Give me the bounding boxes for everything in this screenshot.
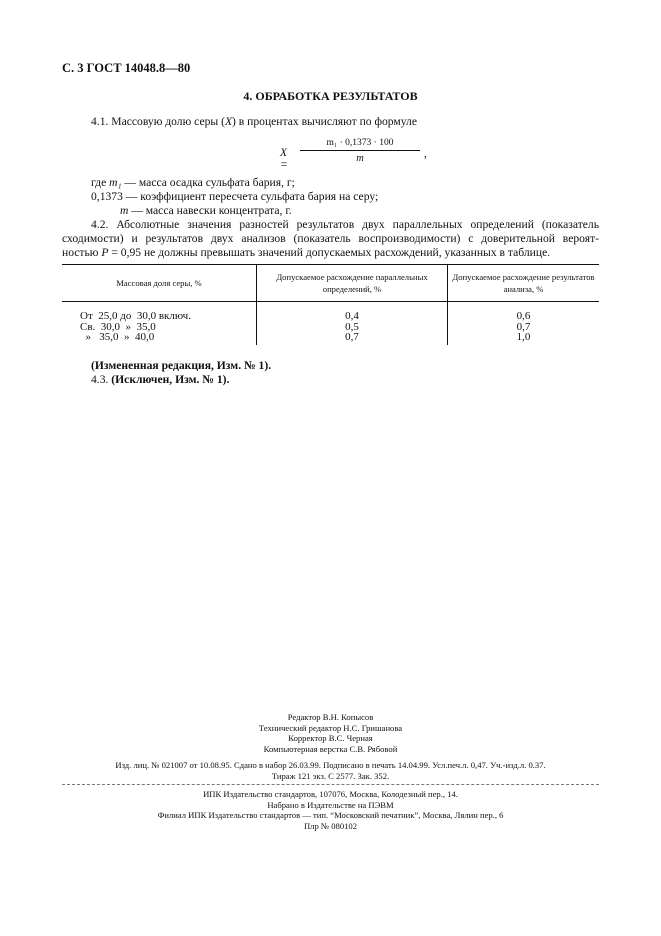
imprint-publisher: ИПК Издательство стандартов, 107076, Москва, Колодезный пер., 14. xyxy=(203,789,458,799)
section-title: 4. ОБРАБОТКА РЕЗУЛЬТАТОВ xyxy=(243,89,418,103)
p42-var-p: P xyxy=(101,246,109,259)
p41-text-after: ) в процентах вычисляют по формуле xyxy=(232,115,417,128)
page-header: С. 3 ГОСТ 14048.8—80 xyxy=(62,61,191,75)
imprint-editor: Редактор В.Н. Копысов xyxy=(287,712,374,722)
p42-line-1: 4.2. Абсолютные значения разностей результатов двух параллельных определений (показатель xyxy=(91,218,599,231)
table-body-row xyxy=(62,302,599,345)
p43-number: 4.3. xyxy=(91,373,109,386)
col-range xyxy=(62,302,257,345)
p42-line-3 xyxy=(62,246,550,261)
imprint-corrector: Корректор В.С. Черная xyxy=(288,733,373,743)
table-header-parallel: Допускаемое расхождение параллельных определений, % xyxy=(257,265,448,302)
imprint-credits xyxy=(0,712,661,754)
table-cell: 0,4 xyxy=(345,310,359,322)
table-header-analysis: Допускаемое расхождение результатов анализа, % xyxy=(448,265,600,302)
imprint-plr: Плр № 080102 xyxy=(303,820,358,831)
table-cell: 0,7 xyxy=(345,331,359,343)
where-desc-3: — масса навески концентрата, г. xyxy=(128,204,292,217)
formula-tail: , xyxy=(424,148,427,160)
formula-lhs: X = xyxy=(280,147,288,171)
paragraph-4-1 xyxy=(91,115,417,130)
table-cell: 0,5 xyxy=(345,320,359,333)
table-cell: » 35,0 » 40,0 xyxy=(80,331,155,343)
p42-text-a: ностью xyxy=(62,246,102,259)
table-cell: 0,6 xyxy=(516,310,531,322)
p42-line-2: сходимости) и результатов двух анализов (показатель воспроизводимости) с доверительной вероят- xyxy=(62,232,599,245)
note-changed: (Измененная редакция, Изм. № 1). xyxy=(91,359,272,372)
where-var-m1: m₁ xyxy=(109,176,122,189)
table-header-sulfur: Массовая доля серы, % xyxy=(62,265,257,302)
imprint-print-run: Тираж 121 экз. С 2577. Зак. 352. xyxy=(271,771,390,781)
tolerance-table xyxy=(62,264,599,345)
col-analysis xyxy=(448,302,600,345)
p41-text: 4.1. Массовую долю серы ( xyxy=(91,115,225,128)
where-line-3 xyxy=(120,204,292,219)
imprint-license: Изд. лиц. № 021007 от 10.08.95. Сдано в набор 26.03.99. Подписано в печать 14.04.99. Усл.печ.л. 0,47. Уч.-изд.л. 0.37. xyxy=(115,760,546,770)
imprint-tech-editor: Технический редактор Н.С. Гришанова xyxy=(258,722,403,733)
where-line-1 xyxy=(91,176,295,191)
table-header-row xyxy=(62,265,599,302)
p42-text-b: = 0,95 не должны превышать значений допускаемых расхождений, указанных в таблице. xyxy=(108,246,551,259)
imprint-publisher-block xyxy=(0,789,661,831)
where-line-2: 0,1373 — коэффициент пересчета сульфата бария на серу; xyxy=(91,190,379,203)
table-cell: Св. 30,0 » 35,0 xyxy=(80,320,156,333)
col-parallel xyxy=(257,302,448,345)
imprint-branch: Филиал ИПК Издательство стандартов — тип. “Московский печатник”, Москва, Лялин пер., 6 xyxy=(157,810,504,820)
where-var-m: m xyxy=(120,204,129,217)
imprint-typeset: Набрано в Издательстве на ПЭВМ xyxy=(267,799,394,810)
formula-denominator: m xyxy=(356,153,364,164)
paragraph-4-3 xyxy=(91,373,229,388)
where-desc-1: — масса осадка сульфата бария, г; xyxy=(121,176,295,189)
where-prefix: где xyxy=(91,176,110,189)
table-cell: 1,0 xyxy=(516,331,531,343)
table-cell: 0,7 xyxy=(516,320,531,333)
imprint-layout: Компьютерная верстка С.В. Рябовой xyxy=(263,743,398,754)
table-cell: От 25,0 до 30,0 включ. xyxy=(80,310,191,322)
formula-numerator: m₁ · 0,1373 · 100 xyxy=(300,138,420,151)
imprint-divider xyxy=(62,784,599,785)
formula-fraction xyxy=(300,138,420,164)
p43-text: (Исключен, Изм. № 1). xyxy=(111,373,230,386)
p41-var: X xyxy=(224,115,233,128)
